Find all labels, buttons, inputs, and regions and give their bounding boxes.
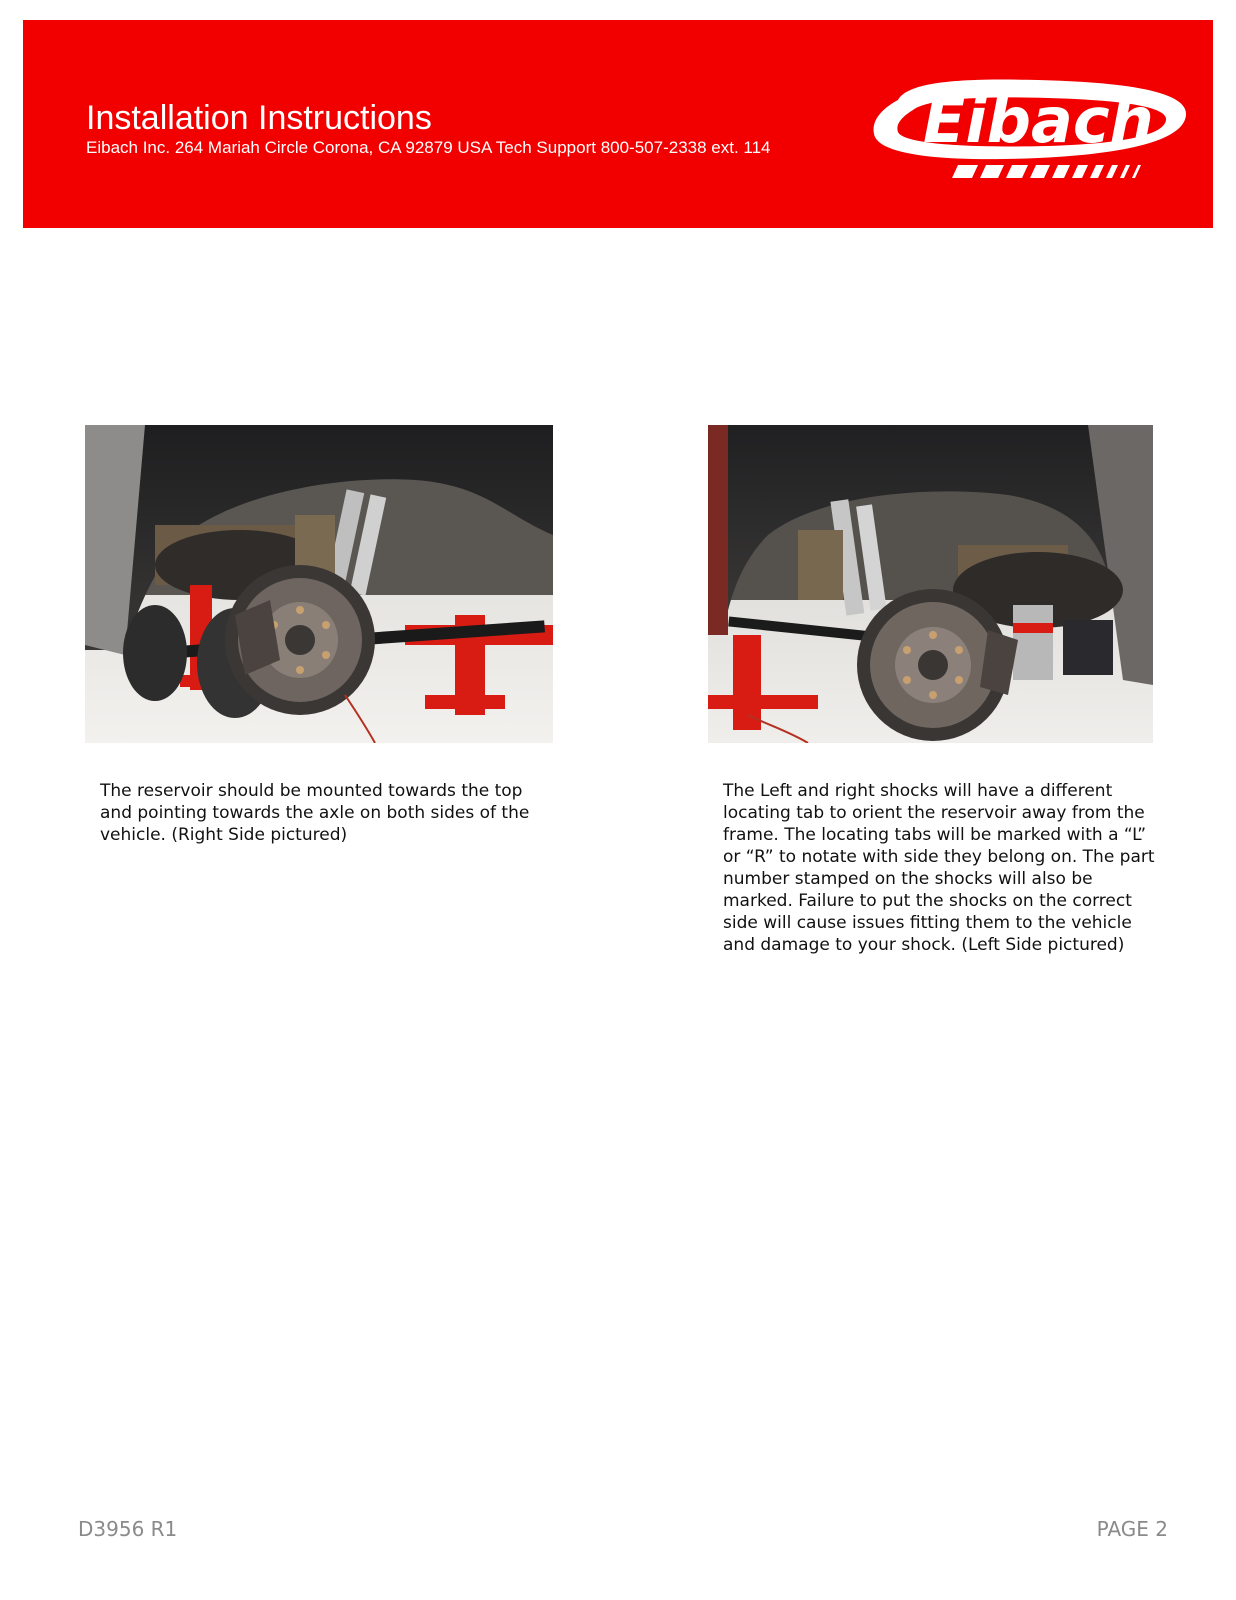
page-title: Installation Instructions	[86, 99, 432, 137]
document-id: D3956 R1	[78, 1517, 178, 1541]
header-banner	[23, 20, 1213, 228]
svg-text:Eibach: Eibach	[923, 84, 1154, 157]
eibach-logo	[868, 70, 1198, 180]
photo-right-side-shock	[85, 425, 553, 743]
page-number: PAGE 2	[1096, 1517, 1168, 1541]
company-address: Eibach Inc. 264 Mariah Circle Corona, CA 92879 USA Tech Support 800-507-2338 ext. 114	[86, 138, 771, 157]
step-caption-right-side: The reservoir should be mounted towards the top and pointing towards the axle on both sides of the vehicle. (Right Side pictured)	[100, 781, 530, 845]
step-caption-left-side: The Left and right shocks will have a different locating tab to orient the reservoir away from the frame. The locating tabs will be marked with a “L” or “R” to notate with side they belong on. The part number stamped on the shocks will also be marked. Failure to put the shocks on the correct side will cause issues fitting them to the vehicle and damage to your shock. (Left Side pictured)	[723, 781, 1155, 955]
photo-left-side-shock	[708, 425, 1153, 743]
